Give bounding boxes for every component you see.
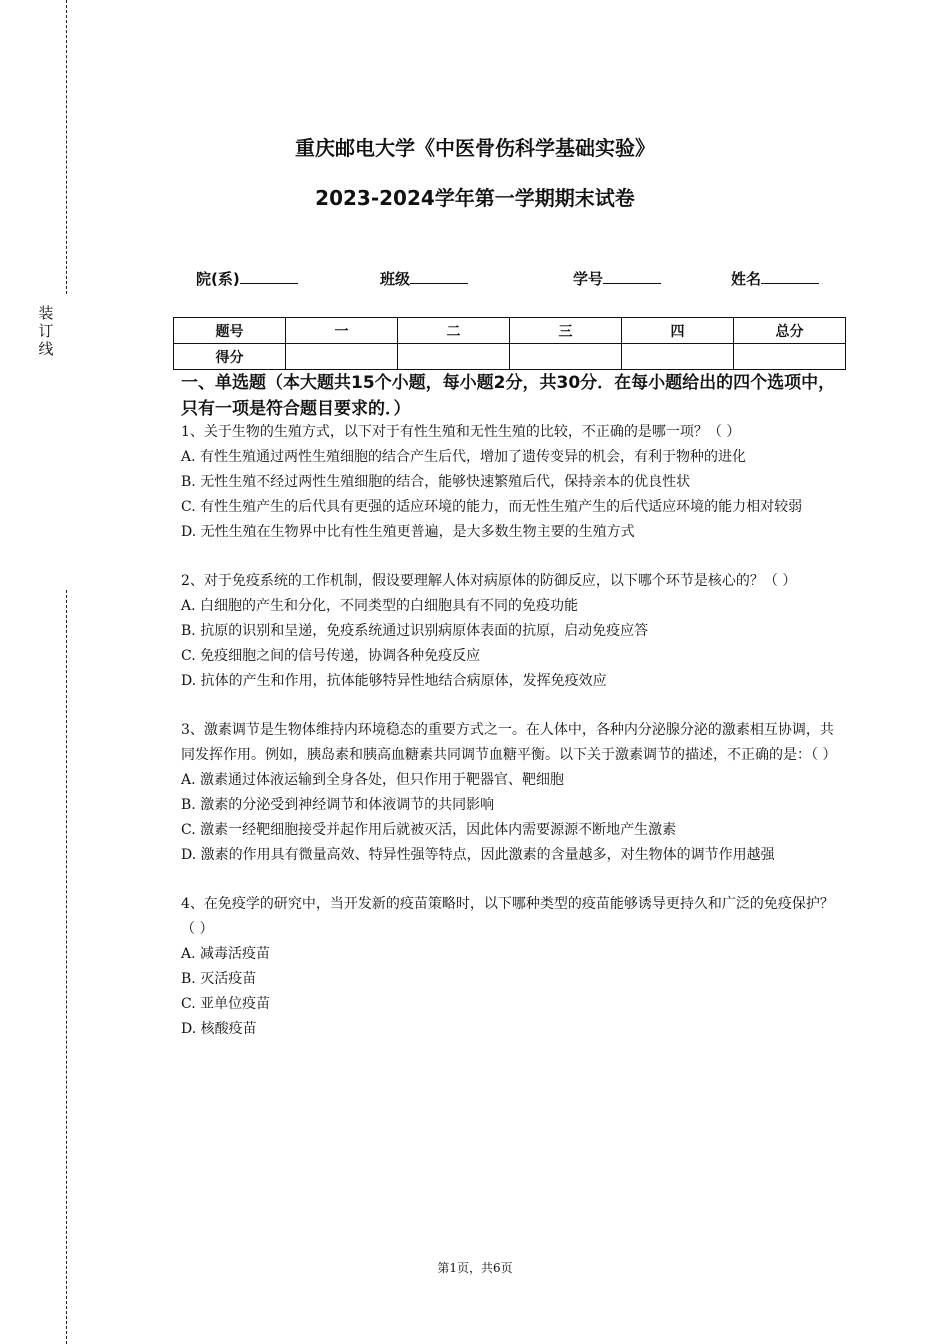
question-3 xyxy=(181,718,841,868)
question-4 xyxy=(181,892,841,1042)
student-id-blank[interactable] xyxy=(603,268,661,284)
exam-title-line1: 重庆邮电大学《中医骨伤科学基础实验》 xyxy=(295,136,655,160)
section1-heading: 一、单选题（本大题共15个小题，每小题2分，共30分．在每小题给出的四个选项中，只有一项是符合题目要求的．） xyxy=(181,373,836,419)
option-c: C. 亚单位疫苗 xyxy=(181,996,271,1012)
college-field[interactable] xyxy=(196,268,298,289)
binding-dashed-line-bottom xyxy=(66,590,67,1344)
score-input-cell[interactable] xyxy=(398,344,510,370)
option-d: D. 抗体的产生和作用，抗体能够特异性地结合病原体，发挥免疫效应 xyxy=(181,673,607,689)
question-stem: 3、激素调节是生物体维持内环境稳态的重要方式之一。在人体中，各种内分泌腺分泌的激素相互协调，共同发挥作用。例如，胰岛素和胰高血糖素共同调节血糖平衡。以下关于激素调节的描述，不正确的是：（ ） xyxy=(181,722,837,763)
score-input-cell[interactable] xyxy=(510,344,622,370)
score-cell: 题号 xyxy=(174,318,286,344)
option-d: D. 核酸疫苗 xyxy=(181,1021,257,1037)
question-1 xyxy=(181,420,841,545)
student-id-field[interactable] xyxy=(573,268,661,289)
binding-label: 装订线 xyxy=(38,304,54,358)
option-b: B. 抗原的识别和呈递，免疫系统通过识别病原体表面的抗原，启动免疫应答 xyxy=(181,623,649,639)
college-blank[interactable] xyxy=(240,268,298,284)
option-b: B. 灭活疫苗 xyxy=(181,971,257,987)
option-b: B. 激素的分泌受到神经调节和体液调节的共同影响 xyxy=(181,797,495,813)
score-table xyxy=(173,317,846,370)
score-cell: 得分 xyxy=(174,344,286,370)
name-blank[interactable] xyxy=(761,268,819,284)
option-a: A. 减毒活疫苗 xyxy=(181,946,271,962)
score-table-score-row xyxy=(174,344,846,370)
option-c: C. 免疫细胞之间的信号传递，协调各种免疫反应 xyxy=(181,648,481,664)
score-input-cell[interactable] xyxy=(622,344,734,370)
class-blank[interactable] xyxy=(410,268,468,284)
question-2 xyxy=(181,569,841,694)
score-cell: 四 xyxy=(622,318,734,344)
student-info-row xyxy=(0,268,950,292)
page-number: 第1页，共6页 xyxy=(437,1261,513,1275)
option-c: C. 激素一经靶细胞接受并起作用后就被灭活，因此体内需要源源不断地产生激素 xyxy=(181,822,677,838)
college-label: 院(系) xyxy=(196,270,240,288)
option-d: D. 无性生殖在生物界中比有性生殖更普遍，是大多数生物主要的生殖方式 xyxy=(181,524,635,540)
question-stem: 2、对于免疫系统的工作机制，假设要理解人体对病原体的防御反应，以下哪个环节是核心的？（ ） xyxy=(181,573,797,589)
questions-list xyxy=(181,420,841,1066)
class-label: 班级 xyxy=(380,270,411,288)
option-d: D. 激素的作用具有微量高效、特异性强等特点，因此激素的含量越多，对生物体的调节作用越强 xyxy=(181,847,775,863)
score-input-cell[interactable] xyxy=(286,344,398,370)
option-a: A. 激素通过体液运输到全身各处，但只作用于靶器官、靶细胞 xyxy=(181,772,565,788)
score-cell: 一 xyxy=(286,318,398,344)
option-b: B. 无性生殖不经过两性生殖细胞的结合，能够快速繁殖后代，保持亲本的优良性状 xyxy=(181,474,691,490)
score-cell: 总分 xyxy=(734,318,846,344)
option-a: A. 白细胞的产生和分化，不同类型的白细胞具有不同的免疫功能 xyxy=(181,598,579,614)
score-cell: 三 xyxy=(510,318,622,344)
option-a: A. 有性生殖通过两性生殖细胞的结合产生后代，增加了遗传变异的机会，有利于物种的进化 xyxy=(181,449,747,465)
exam-title-line2: 2023-2024学年第一学期期末试卷 xyxy=(315,186,635,210)
option-c: C. 有性生殖产生的后代具有更强的适应环境的能力，而无性生殖产生的后代适应环境的能力相对较弱 xyxy=(181,499,803,515)
score-table-header-row xyxy=(174,318,846,344)
question-stem: 4、在免疫学的研究中，当开发新的疫苗策略时，以下哪种类型的疫苗能够诱导更持久和广泛的免疫保护？（ ） xyxy=(181,896,834,937)
name-label: 姓名 xyxy=(731,270,762,288)
student-id-label: 学号 xyxy=(573,270,604,288)
score-input-cell[interactable] xyxy=(734,344,846,370)
name-field[interactable] xyxy=(731,268,819,289)
score-cell: 二 xyxy=(398,318,510,344)
question-stem: 1、关于生物的生殖方式，以下对于有性生殖和无性生殖的比较，不正确的是哪一项？（ ） xyxy=(181,424,741,440)
class-field[interactable] xyxy=(380,268,468,289)
